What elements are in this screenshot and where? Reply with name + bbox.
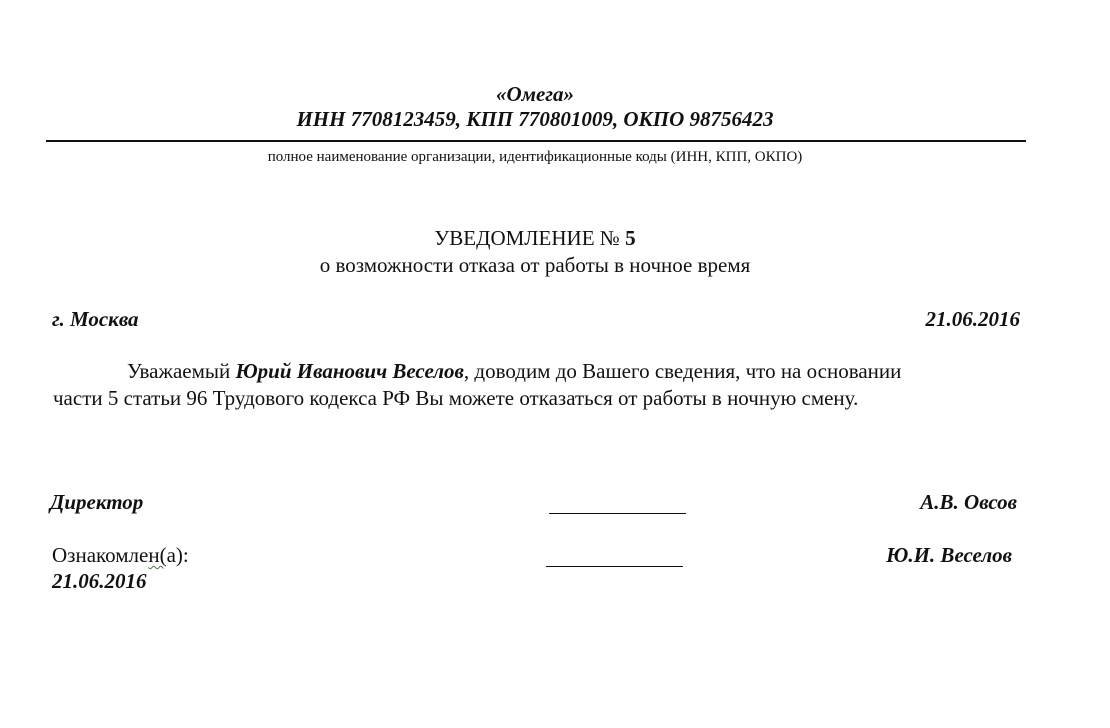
acknowledged-label-part1: Ознакомле — [52, 543, 149, 567]
director-role: Директор — [50, 490, 144, 514]
acknowledged-date: 21.06.2016 — [52, 569, 147, 593]
document-title — [0, 226, 1070, 251]
city: г. Москва — [52, 307, 139, 331]
document-title-label: УВЕДОМЛЕНИЕ № — [434, 226, 626, 250]
acknowledged-label — [52, 543, 189, 568]
organization-caption: полное наименование организации, идентификационные коды (ИНН, КПП, ОКПО) — [267, 149, 803, 165]
body-line-1-text: , доводим до Вашего сведения, что на основании — [463, 359, 902, 383]
header-divider — [46, 140, 1026, 142]
spellcheck-underlined-text: н( — [148, 543, 167, 567]
document-subtitle: о возможности отказа от работы в ночное время — [319, 253, 751, 277]
document-date: 21.06.2016 — [925, 307, 1020, 331]
organization-codes: ИНН 7708123459, КПП 770801009, ОКПО 98756423 — [296, 107, 774, 131]
greeting: Уважаемый — [127, 359, 236, 383]
employee-name: Ю.И. Веселов — [886, 543, 1012, 567]
document-number: 5 — [625, 226, 636, 250]
organization-name: «Омега» — [495, 82, 575, 106]
director-name: А.В. Овсов — [920, 490, 1017, 514]
body-line-1 — [127, 359, 901, 384]
acknowledged-label-part2: а): — [166, 543, 189, 567]
employee-signature-line — [546, 566, 683, 567]
addressee-name: Юрий Иванович Веселов — [235, 359, 464, 383]
body-line-2: части 5 статьи 96 Трудового кодекса РФ Вы можете отказаться от работы в ночную смену. — [53, 386, 859, 410]
director-signature-line — [549, 513, 686, 514]
